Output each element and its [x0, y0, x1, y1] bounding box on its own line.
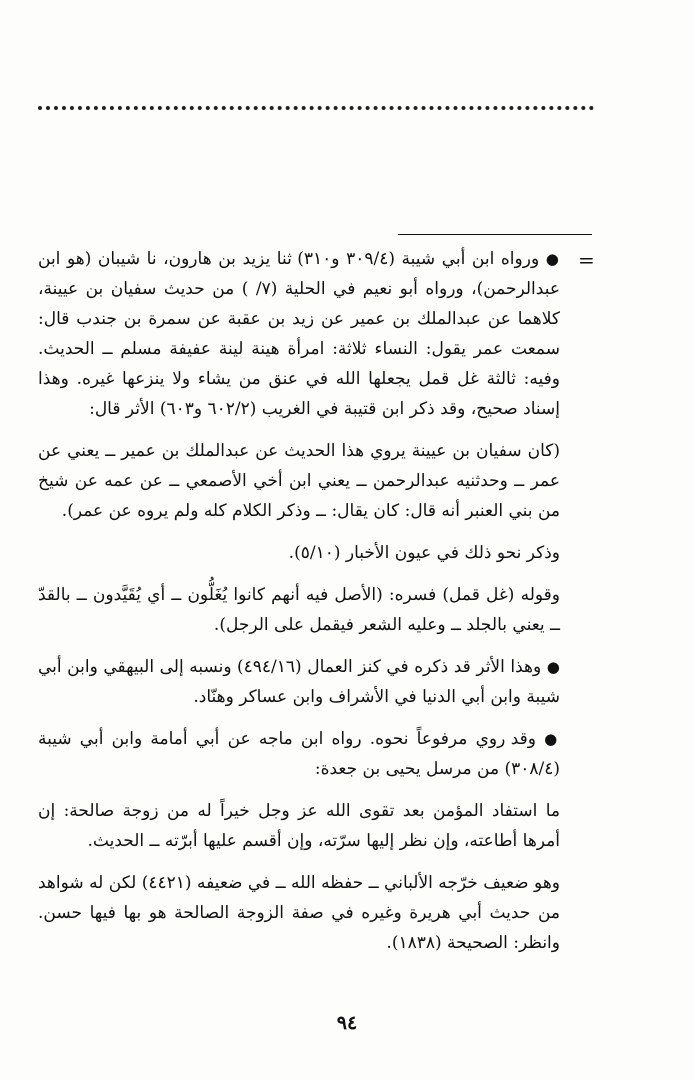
paragraph-text: وهذا الأثر قد ذكره في كنز العمال (٤٩٤/١٦) ونسبه إلى البيهقي وابن أبي شيبة وابن أبي الدنيا في الأشراف وابن عساكر وهنّاد.: [38, 657, 560, 707]
paragraph-5: [38, 652, 560, 712]
dotted-separator: [38, 106, 594, 110]
paragraph-text: وذكر نحو ذلك في عيون الأخبار (٥/١٠).: [288, 543, 560, 563]
paragraph-text: وقوله (غل قمل) فسره: (الأصل فيه أنهم كانوا يُغَلُّون ــ أي يُقَيَّدون ــ بالقدّ ــ يعني بالجلد ــ وعليه الشعر فيقمل على الرجل).: [38, 585, 560, 635]
paragraph-1: [38, 244, 560, 424]
paragraph-text: وقد روي مرفوعاً نحوه. رواه ابن ماجه عن أبي أمامة وابن أبي شيبة (٣٠٨/٤) من مرسل يحيى بن جعدة:: [38, 729, 560, 779]
footnote-rule: [398, 234, 592, 235]
bullet-icon: ●: [546, 658, 561, 676]
paragraph-text: ما استفاد المؤمن بعد تقوى الله عز وجل خيراً له من زوجة صالحة: إن أمرها أطاعته، وإن نظر إليها سرّته، وإن أقسم عليها أبرّته ــ الحديث.: [38, 801, 560, 851]
continuation-marker: =: [578, 248, 595, 272]
paragraph-text: وهو ضعيف خرّجه الألباني ــ حفظه الله ــ في ضعيفه (٤٤٢١) لكن له شواهد من حديث أبي هريرة وغيره في صفة الزوجة الصالحة هو بها فيها حسن. وانظر: الصحيحة (١٨٣٨).: [38, 873, 560, 953]
page-number: ٩٤: [336, 1012, 358, 1034]
paragraph-text: (كان سفيان بن عيينة يروي هذا الحديث عن عبدالملك بن عمير ــ يعني عن عمر ــ وحدثنيه عبدالرحمن ــ يعني ابن أخي الأصمعي ــ عن عمه عن شيخ من بني العنبر أنه قال: كان يقال: ــ وذكر الكلام كله ولم يروه عن عمر).: [38, 441, 560, 521]
paragraph-8: [38, 868, 560, 958]
footnote-body: [38, 244, 560, 970]
paragraph-3: [38, 538, 560, 568]
bullet-icon: ●: [545, 250, 560, 268]
paragraph-text: ورواه ابن أبي شيبة (٣٠٩/٤ و٣١٠) ثنا يزيد بن هارون، نا شيبان (هو ابن عبدالرحمن)، ورواه أبو نعيم في الحلية (٧/ ) من حديث سفيان بن عيينة، كلاهما عن عبدالملك بن عمير عن زيد بن عقبة عن سمرة بن جندب قال: سمعت عمر يقول: النساء ثلاثة: امرأة هينة لينة عفيفة مسلم ــ الحديث. وفيه: ثالثة غل قمل يجعلها الله في عنق من يشاء ولا ينزعها غيره. وهذا إسناد صحيح، وقد ذكر ابن قتيبة في الغريب (٦٠٢/٢ و٦٠٣) الأثر قال:: [38, 249, 560, 419]
paragraph-7: [38, 796, 560, 856]
paragraph-4: [38, 580, 560, 640]
paragraph-2: [38, 436, 560, 526]
paragraph-6: [38, 724, 560, 784]
bullet-icon: ●: [544, 730, 561, 748]
